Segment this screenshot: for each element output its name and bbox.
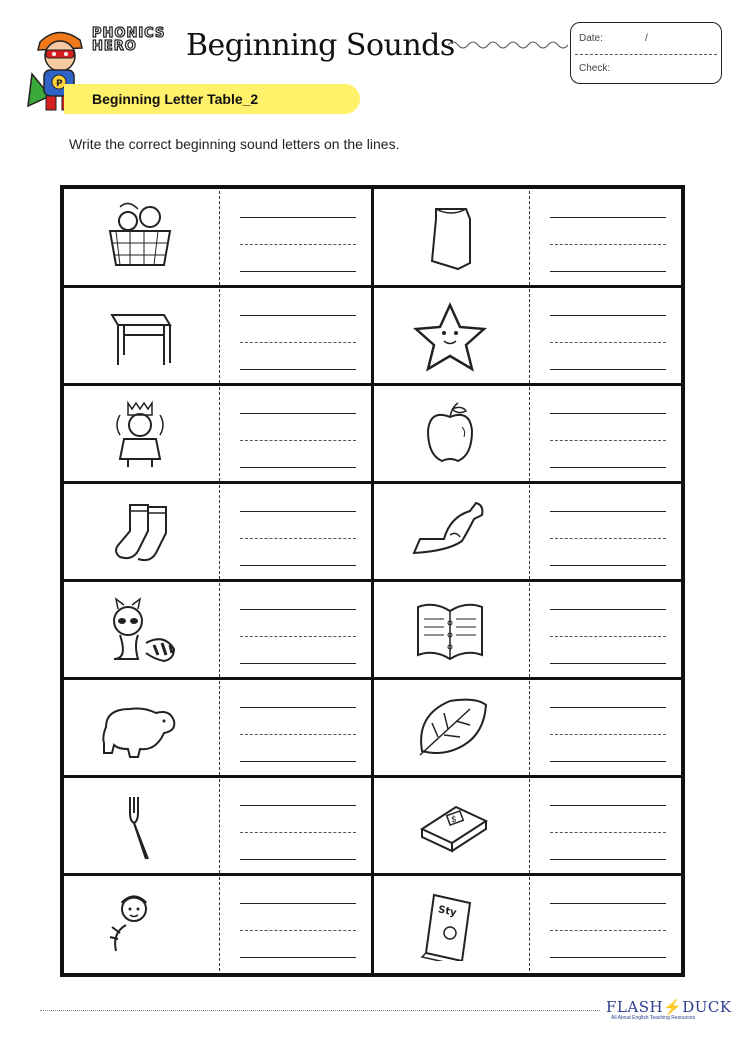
date-label: Date: [579,33,603,44]
logo-tagline [611,1015,695,1021]
row-separator [64,873,371,876]
svg-text:P: P [56,79,63,89]
brand-line2: HERO [92,39,137,54]
storybook-icon [400,887,500,961]
raccoon-icon [90,593,190,667]
writing-mid-line[interactable] [550,930,666,931]
writing-top-line[interactable] [550,707,666,708]
worksheet-cell-right-3 [374,385,681,483]
writing-mid-line[interactable] [240,342,356,343]
writing-top-line[interactable] [240,511,356,512]
row-separator [374,285,681,288]
king-icon [90,397,190,471]
cell-dashed-divider [529,681,530,775]
writing-base-line[interactable] [240,565,356,566]
check-label: Check: [579,63,611,74]
cell-dashed-divider [219,779,220,873]
writing-base-line[interactable] [550,467,666,468]
writing-base-line[interactable] [240,957,356,958]
bears-in-basket-icon [90,201,190,275]
writing-mid-line[interactable] [550,636,666,637]
leaf-icon [400,691,500,765]
logo-left: FLASH [606,998,664,1016]
writing-mid-line[interactable] [550,342,666,343]
worksheet-cell-right-7 [374,777,681,875]
worksheet-cell-right-4 [374,483,681,581]
writing-mid-line[interactable] [240,734,356,735]
cell-dashed-divider [529,779,530,873]
row-separator [64,677,371,680]
apple-icon [400,397,500,471]
left-column [64,189,371,973]
row-separator [64,775,371,778]
row-separator [64,285,371,288]
writing-top-line[interactable] [550,217,666,218]
writing-mid-line[interactable] [550,244,666,245]
writing-base-line[interactable] [550,369,666,370]
cell-dashed-divider [219,387,220,481]
row-separator [64,481,371,484]
star-icon [400,299,500,373]
footer-dotted-line [40,1010,600,1011]
writing-base-line[interactable] [240,663,356,664]
arm-muscle-icon [400,495,500,569]
worksheet-cell-left-4 [64,483,371,581]
worksheet-cell-left-8 [64,875,371,973]
writing-base-line[interactable] [240,369,356,370]
worksheet-cell-right-5 [374,581,681,679]
writing-top-line[interactable] [550,413,666,414]
writing-mid-line[interactable] [550,832,666,833]
writing-mid-line[interactable] [550,440,666,441]
writing-mid-line[interactable] [240,930,356,931]
writing-base-line[interactable] [550,565,666,566]
writing-mid-line[interactable] [550,538,666,539]
worksheet-cell-right-2 [374,287,681,385]
fork-icon [90,789,190,863]
date-separator [575,54,717,55]
writing-base-line[interactable] [240,467,356,468]
writing-top-line[interactable] [550,315,666,316]
date-slash: / [645,33,648,44]
cell-dashed-divider [219,681,220,775]
worksheet-cell-right-1 [374,189,681,287]
cell-dashed-divider [219,583,220,677]
logo-tag-right: Teaching Resources [649,1015,696,1021]
writing-top-line[interactable] [240,903,356,904]
cell-dashed-divider [529,191,530,285]
money-box-icon [400,789,500,863]
writing-mid-line[interactable] [240,832,356,833]
writing-top-line[interactable] [550,903,666,904]
writing-top-line[interactable] [550,511,666,512]
flashduck-logo [606,998,732,1016]
row-separator [374,873,681,876]
book-icon [400,593,500,667]
worksheet-grid [60,185,685,977]
cell-dashed-divider [219,289,220,383]
lightning-icon: ⚡ [663,998,683,1016]
writing-top-line[interactable] [240,217,356,218]
row-separator [374,383,681,386]
cell-dashed-divider [529,583,530,677]
worksheet-cell-left-5 [64,581,371,679]
right-column [374,189,681,973]
writing-mid-line[interactable] [240,538,356,539]
instructions: Write the correct beginning sound letters on the lines. [69,136,400,152]
row-separator [64,383,371,386]
worksheet-cell-left-6 [64,679,371,777]
cell-dashed-divider [529,485,530,579]
writing-mid-line[interactable] [240,636,356,637]
cell-dashed-divider [529,387,530,481]
writing-top-line[interactable] [550,609,666,610]
writing-top-line[interactable] [240,707,356,708]
writing-top-line[interactable] [240,413,356,414]
brand-logo [92,27,165,53]
writing-top-line[interactable] [550,805,666,806]
writing-base-line[interactable] [240,271,356,272]
subtitle: Beginning Letter Table_2 [92,91,259,107]
cell-dashed-divider [219,877,220,971]
worksheet-cell-left-3 [64,385,371,483]
writing-base-line[interactable] [240,859,356,860]
writing-base-line[interactable] [550,663,666,664]
writing-base-line[interactable] [550,761,666,762]
cell-dashed-divider [219,485,220,579]
writing-top-line[interactable] [240,609,356,610]
writing-top-line[interactable] [240,315,356,316]
worksheet-cell-right-6 [374,679,681,777]
worksheet-cell-right-8 [374,875,681,973]
bag-icon [400,201,500,275]
cell-dashed-divider [219,191,220,285]
writing-mid-line[interactable] [550,734,666,735]
brand-line1: PHONICS [92,26,166,41]
row-separator [64,579,371,582]
logo-right: DUCK [682,998,732,1016]
row-separator [374,481,681,484]
writing-base-line[interactable] [240,761,356,762]
writing-base-line[interactable] [550,957,666,958]
writing-base-line[interactable] [550,859,666,860]
writing-top-line[interactable] [240,805,356,806]
cell-dashed-divider [529,877,530,971]
socks-icon [90,495,190,569]
row-separator [374,775,681,778]
writing-base-line[interactable] [550,271,666,272]
writing-mid-line[interactable] [240,440,356,441]
svg-text:Sty: Sty [437,904,458,919]
worksheet-cell-left-7 [64,777,371,875]
logo-tag-left: All About English [611,1015,649,1021]
worksheet-cell-left-1 [64,189,371,287]
table-icon [90,299,190,373]
writing-mid-line[interactable] [240,244,356,245]
row-separator [374,677,681,680]
svg-text:$: $ [451,815,457,825]
hippo-icon [90,691,190,765]
cell-dashed-divider [529,289,530,383]
row-separator [374,579,681,582]
worksheet-cell-left-2 [64,287,371,385]
squiggle-decoration-icon [448,38,570,52]
page-title: Beginning Sounds [186,28,455,63]
date-check-box [570,22,722,84]
boy-waving-icon [90,887,190,961]
